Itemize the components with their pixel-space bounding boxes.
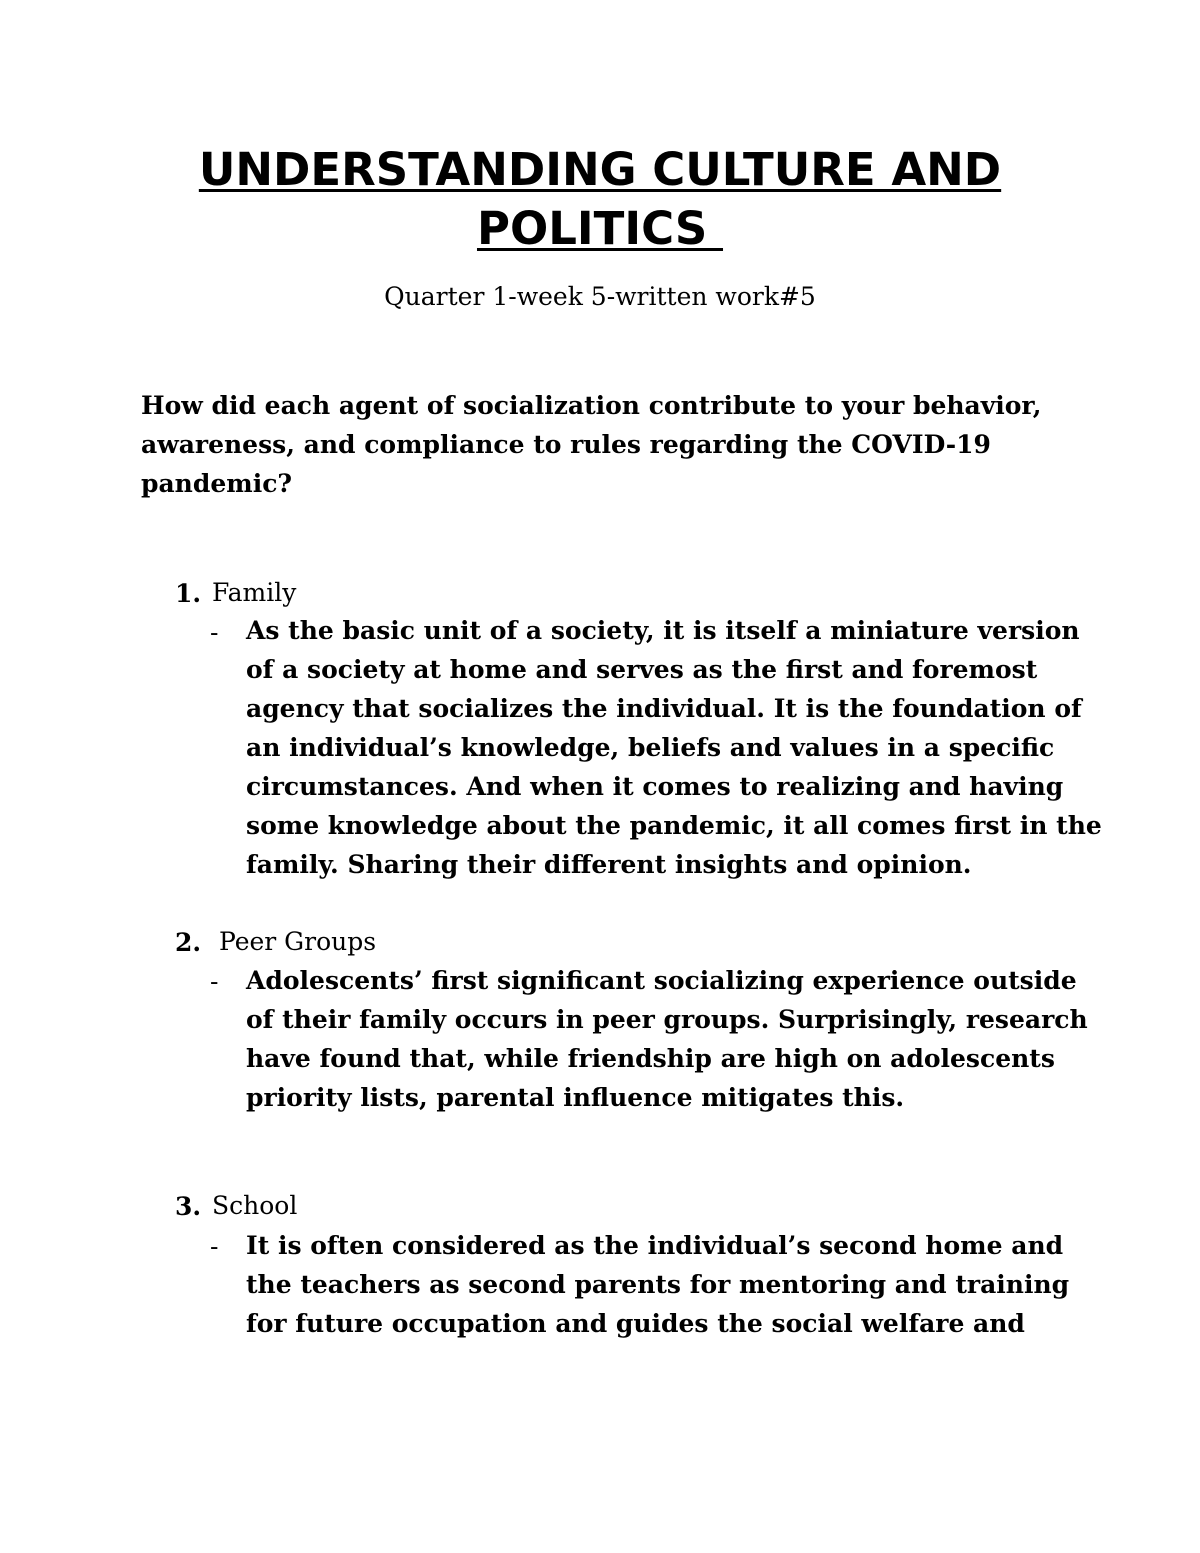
- body-line: of their family occurs in peer groups. Surprisingly, research: [246, 1005, 1088, 1034]
- body-line: some knowledge about the pandemic, it all comes first in the: [246, 811, 1102, 840]
- question-paragraph: [141, 386, 1141, 503]
- document-title-line-2: POLITICS: [476, 202, 724, 255]
- body-line: family. Sharing their different insights and opinion.: [246, 850, 972, 879]
- bullet-dash: -: [210, 967, 219, 996]
- item-number: 2.: [175, 928, 202, 957]
- bullet-dash: -: [210, 618, 219, 647]
- body-line: of a society at home and serves as the first and foremost: [246, 655, 1038, 684]
- item-number: 3.: [175, 1192, 202, 1221]
- item-heading: Family: [212, 578, 297, 607]
- item-number: 1.: [175, 579, 202, 608]
- item-body: [246, 1226, 1146, 1343]
- item-heading: School: [212, 1191, 298, 1220]
- question-line: How did each agent of socialization contribute to your behavior,: [141, 391, 1042, 420]
- question-line: awareness, and compliance to rules regarding the COVID-19: [141, 430, 991, 459]
- body-line: It is often considered as the individual’s second home and: [246, 1231, 1064, 1260]
- body-line: As the basic unit of a society, it is itself a miniature version: [246, 616, 1080, 645]
- body-line: have found that, while friendship are high on adolescents: [246, 1044, 1055, 1073]
- body-line: Adolescents’ first significant socializing experience outside: [246, 966, 1077, 995]
- body-line: the teachers as second parents for mentoring and training: [246, 1270, 1070, 1299]
- document-title-line-1: UNDERSTANDING CULTURE AND: [198, 143, 1002, 196]
- item-body: [246, 961, 1146, 1117]
- item-heading: Peer Groups: [219, 927, 377, 956]
- body-line: an individual’s knowledge, beliefs and values in a specific: [246, 733, 1055, 762]
- body-line: circumstances. And when it comes to realizing and having: [246, 772, 1064, 801]
- question-line: pandemic?: [141, 469, 293, 498]
- document-subtitle: Quarter 1-week 5-written work#5: [384, 282, 816, 311]
- item-body: [246, 611, 1146, 884]
- body-line: for future occupation and guides the social welfare and: [246, 1309, 1025, 1338]
- body-line: agency that socializes the individual. It is the foundation of: [246, 694, 1082, 723]
- body-line: priority lists, parental influence mitigates this.: [246, 1083, 905, 1112]
- bullet-dash: -: [210, 1232, 219, 1261]
